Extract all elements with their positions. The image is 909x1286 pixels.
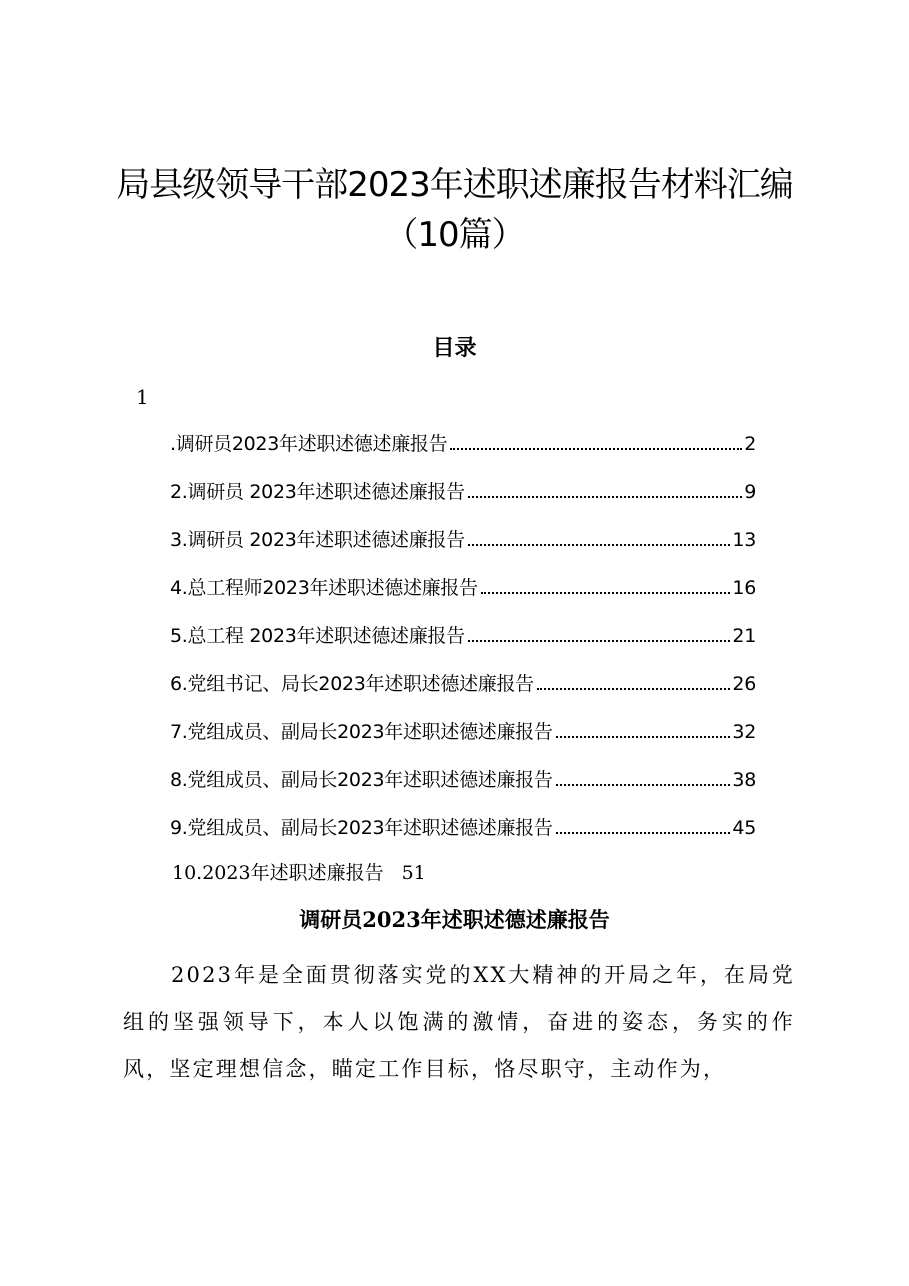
toc-entry[interactable] [170, 812, 756, 860]
toc-entry-last[interactable] [172, 857, 426, 889]
section-heading: 调研员2023年述职述德述廉报告 [299, 907, 610, 932]
toc-entry-title: 8.党组成员、副局长2023年述职述德述廉报告 [170, 769, 553, 791]
toc-entry[interactable] [170, 668, 756, 716]
toc-entry-title: 3.调研员 2023年述职述德述廉报告 [170, 529, 465, 551]
toc-entry[interactable] [170, 716, 756, 764]
toc-entry-page: 21 [732, 625, 756, 647]
toc-entry[interactable] [170, 620, 756, 668]
toc-dot-leader [556, 784, 731, 786]
toc-entry-page: 45 [732, 817, 756, 839]
toc-entry[interactable] [170, 476, 756, 524]
toc-entry-page: 26 [732, 673, 756, 695]
toc-entry-title: 5.总工程 2023年述职述德述廉报告 [170, 625, 465, 647]
toc-entry-page: 9 [744, 481, 756, 503]
toc-dot-leader [481, 592, 731, 594]
toc-entry-title: .调研员2023年述职述德述廉报告 [170, 433, 448, 455]
toc-entry-page: 38 [732, 769, 756, 791]
toc-dot-leader [556, 832, 731, 834]
toc-entry-page: 32 [732, 721, 756, 743]
document-title: 局县级领导干部2023年述职述廉报告材料汇编（10篇） [116, 165, 793, 255]
toc-entry-page: 13 [732, 529, 756, 551]
toc-entry-title: 6.党组书记、局长2023年述职述德述廉报告 [170, 673, 534, 695]
toc-entry-title: 9.党组成员、副局长2023年述职述德述廉报告 [170, 817, 553, 839]
toc-entry[interactable] [170, 572, 756, 620]
toc-dot-leader [537, 688, 731, 690]
toc-entry-title: 7.党组成员、副局长2023年述职述德述廉报告 [170, 721, 553, 743]
table-of-contents [170, 428, 756, 860]
body-paragraph: 2023年是全面贯彻落实党的XX大精神的开局之年，在局党组的坚强领导下，本人以饱满的激情，奋进的姿态，务实的作风，坚定理想信念，瞄定工作目标，恪尽职守，主动作为， [123, 963, 795, 1081]
toc-heading: 目录 [432, 335, 477, 361]
toc-entry-title: 2.调研员 2023年述职述德述廉报告 [170, 481, 465, 503]
toc-dot-leader [468, 640, 731, 642]
toc-entry[interactable] [170, 764, 756, 812]
toc-dot-leader [468, 544, 731, 546]
toc-marker: 1 [136, 385, 149, 409]
toc-dot-leader [450, 448, 742, 450]
toc-entry[interactable] [170, 428, 756, 476]
toc-dot-leader [556, 736, 731, 738]
toc-entry-title: 10.2023年述职述廉报告 [172, 862, 384, 884]
toc-entry-page: 2 [744, 433, 756, 455]
toc-entry-title: 4.总工程师2023年述职述德述廉报告 [170, 577, 478, 599]
toc-entry[interactable] [170, 524, 756, 572]
toc-entry-page: 16 [732, 577, 756, 599]
toc-entry-page: 51 [401, 862, 426, 884]
toc-dot-leader [468, 496, 742, 498]
